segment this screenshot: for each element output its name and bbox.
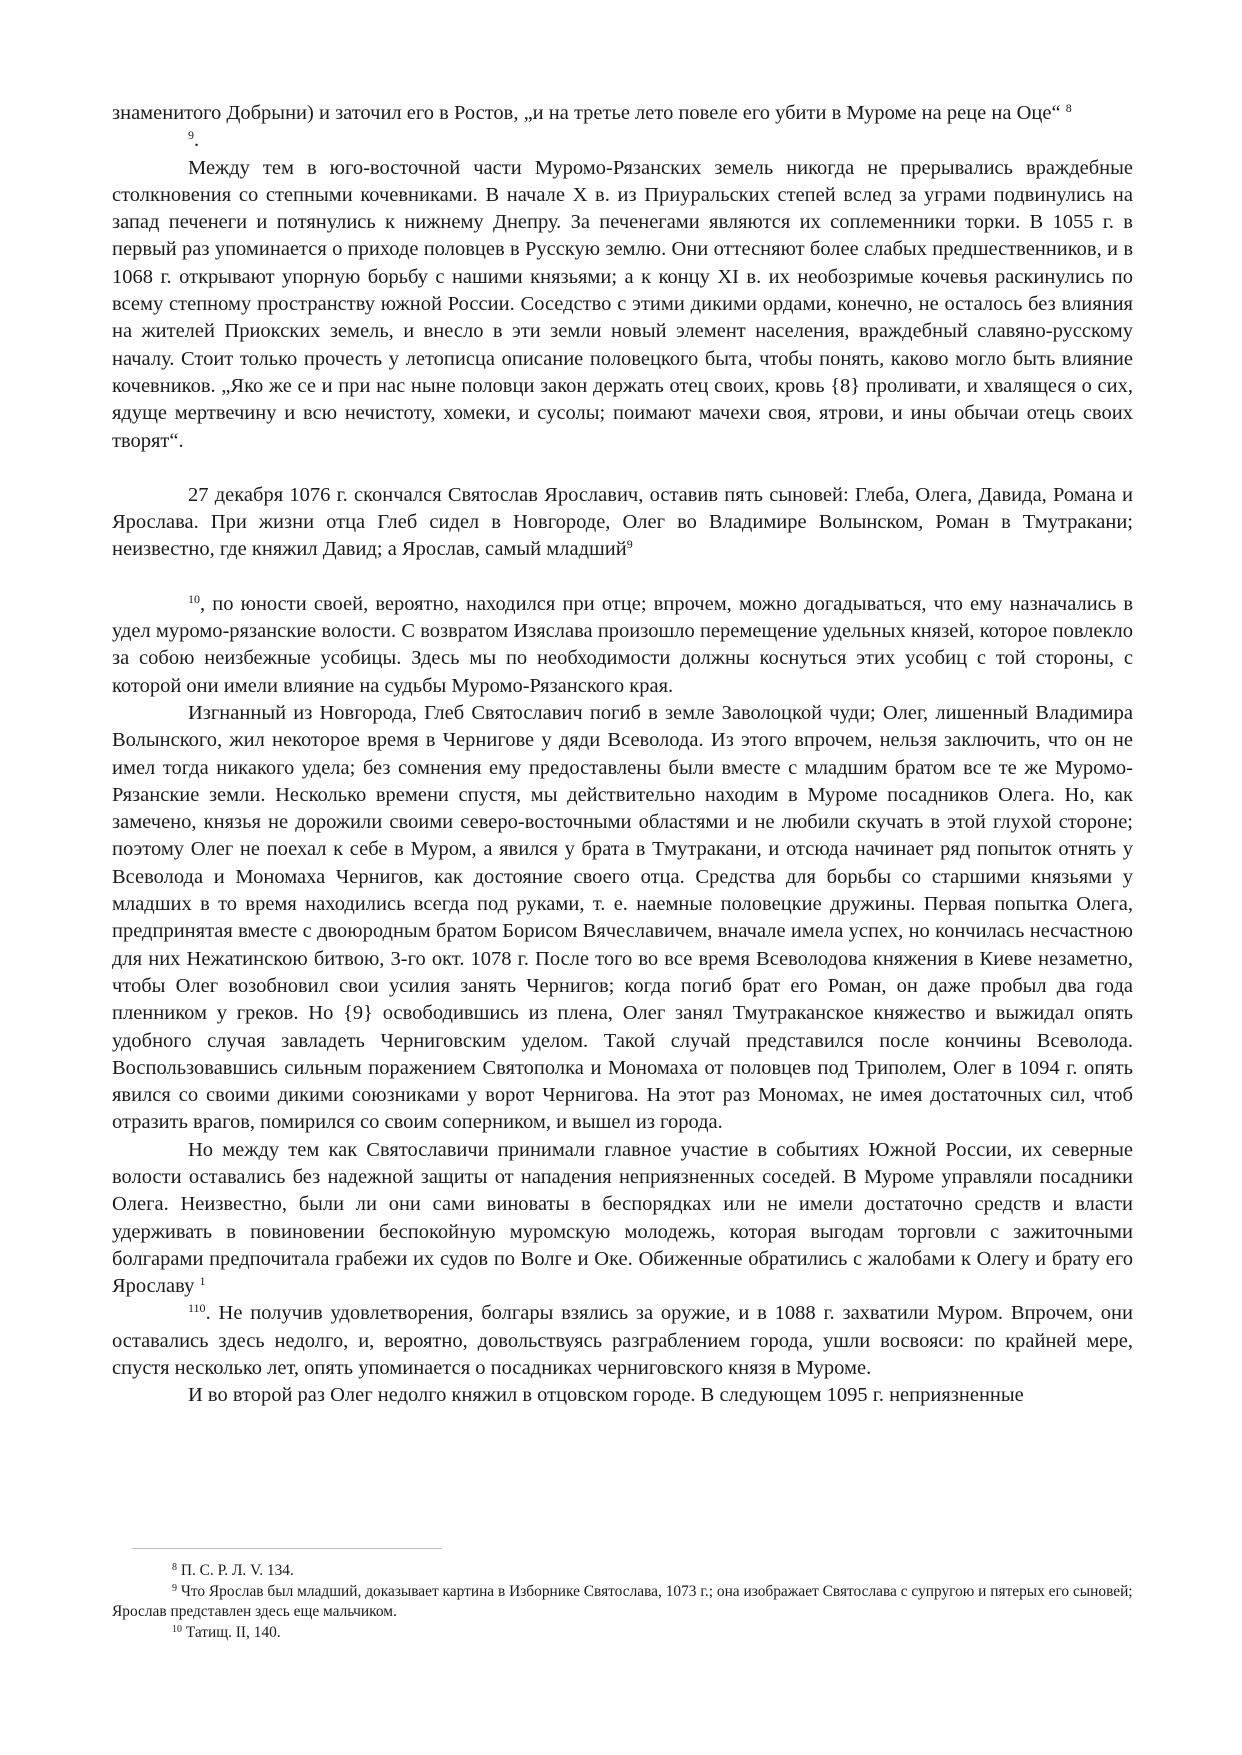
footnote-ref: 8 [1065,101,1072,115]
page-body [112,100,1133,1410]
footnote-ref: 110 [188,1301,206,1316]
footnote-ref-line [112,127,1133,154]
paragraph-gleb-oleg: Изгнанный из Новгорода, Глеб Святославич погиб в земле Заволоцкой чуди; Олег, лишенный Владимира Волынского, жил некоторое время в Чернигове у дяди Всеволода. Из этого впрочем, нельзя заключить, что он не имел тогда никакого удела; без сомнения ему предоставлены были вместе с младшим братом все те же Муромо-Рязанские земли. Несколько времени спустя, мы действительно находим в Муроме посадников Олега. Но, как замечено, князья не дорожили своими северо-восточными областями и не любили скучать в этой глухой стороне; поэтому Олег не поехал к себе в Муром, а явился у брата в Тмутракани, и отсюда начинает ряд попыток отнять у Всеволода и Мономаха Чернигов, как достояние своего отца. Средства для борьбы со старшими князьями у младших в то время находились всегда под руками, т. е. наемные половецкие дружины. Первая попытка Олега, предпринятая вместе с двоюродным братом Борисом Вячеславичем, вначале имела успех, но кончилась несчастною для них Нежатинскою битвою, 3-го окт. 1078 г. После того во все время Всеволодова княжения в Киеве незаметно, чтобы Олег возобновил свои усилия занять Чернигов; когда погиб брат его Роман, он даже пробыл два года пленником у греков. Но {9} освободившись из плена, Олег занял Тмутраканское княжество и выжидал опять удобного случая завладеть Черниговским уделом. Такой случай представился после кончины Всеволода. Воспользовавшись сильным поражением Святополка и Мономаха от половцев под Триполем, Олег в 1094 г. опять явился со своими дикими союзниками у ворот Чернигова. На этот раз Мономах, не имея достаточных сил, чтоб отразить врагов, помирился со своим соперником, и вышел из города. [112,701,1133,1134]
footnote-ref: 1 [199,1274,206,1289]
paragraph-steppe-nomads: Между тем в юго-восточной части Муромо-Рязанских земель никогда не прерывались враждебные столкновения со степными кочевниками. В начале X в. из Приуральских степей вслед за уграми подвинулись на запад печенеги и потянулись к нижнему Днепру. За печенегами являются их соплеменники торки. В 1055 г. в первый раз упоминается о приходе половцев в Русскую землю. Они оттесняют более слабых предшественников, и в 1068 г. открывают упорную борьбу с нашими князьями; а к концу XI в. их необозримые кочевья раскинулись по всему степному пространству южной России. Соседство с этими дикими ордами, конечно, не осталось без влияния на жителей Приокских земель, и внесло в эти земли новый элемент населения, враждебный славяно-русскому началу. Стоит только прочесть у летописца описание половецкого быта, чтобы понять, каково могло быть влияние кочевников. „Яко же се и при нас ныне половци закон держать отец своих, кровь {8} проливати, и хвалящеся о сих, ядуще мертвечину и всю нечистоту, хомеки, и сусолы; поимают мачехи своя, ятрови, и ины обычаи отець своих творят“. [112,156,1133,452]
footnote-text: П. С. Р. Л. V. 134. [177,1562,294,1579]
footnote-number: 9 [172,1582,177,1594]
paragraph-text: Но между тем как Святославичи принимали главное участие в событиях Южной России, их северные волости оставались без надежной защиты от нападения неприязненных соседей. В Муроме управляли посадники Олега. Неизвестно, были ли они сами виноваты в беспорядках или не имели достаточно средств и власти удерживать в повиновении беспокойную муромскую молодежь, которая выгодам торговли с зажиточными болгарами предпочитала грабежи их судов по Волге и Оке. Обиженные обратились с жалобами к Олегу и брату его Ярославу [112,1138,1133,1298]
punctuation: . [194,129,200,152]
paragraph-murom-posadniks [112,1137,1133,1301]
footnote-ref: 9 [626,537,633,552]
footnote-10 [112,1623,1147,1644]
footnote-text: Татищ. II, 140. [182,1623,281,1641]
footnote-number: 8 [172,1562,177,1573]
paragraph-yaroslav-youth [112,591,1133,700]
footnote-9 [112,1582,1147,1623]
paragraph-bulgar-raid [112,1300,1133,1382]
footnote-ref: 10 [188,591,200,606]
footnotes-section [112,1548,1147,1643]
paragraph-sviatoslav-sons [112,482,1133,564]
paragraph-text: 27 декабря 1076 г. скончался Святослав Ярославич, оставив пять сыновей: Глеба, Олега, Давида, Романа и Ярослава. При жизни отца Глеб сидел в Новгороде, Олег во Владимире Волынском, Роман в Тмутракани; неизвестно, где княжил Давид; а Ярослав, самый младший [112,483,1133,561]
footnote-8 [112,1561,1147,1582]
paragraph-continuation [112,100,1133,127]
paragraph-oleg-second-reign: И во второй раз Олег недолго княжил в отцовском городе. В следующем 1095 г. неприязненные [188,1384,1024,1407]
paragraph-text: . Не получив удовлетворения, болгары взялись за оружие, и в 1088 г. захватили Муром. Впрочем, они оставались здесь недолго, и, вероятно, довольствуясь разграблением города, ушли восвояси: по крайней мере, спустя несколько лет, опять упоминается о посадниках черниговского князя в Муроме. [112,1302,1133,1380]
paragraph-text: знаменитого Добрыни) и заточил его в Ростов, „и на третье лето повеле его убити в Муроме на реце на Оце“ [112,102,1061,124]
footnote-text: Что Ярослав был младший, доказывает картина в Изборнике Святослава, 1073 г.; она изображает Святослава с супругою и пятерых его сыновей; Ярослав представлен здесь еще мальчиком. [112,1582,1133,1620]
paragraph-text: , по юности своей, вероятно, находился при отце; впрочем, можно догадываться, что ему назначались в удел муромо-рязанские волости. С возвратом Изяслава произошло перемещение удельных князей, которое повлекло за собою неизбежные усобицы. Здесь мы по необходимости должны коснуться этих усобиц с той стороны, с которой они имели влияние на судьбы Муромо-Рязанского края. [112,592,1133,697]
footnote-number: 10 [172,1623,182,1635]
footnote-ref: 9 [188,128,194,143]
footnote-divider [132,1548,442,1549]
